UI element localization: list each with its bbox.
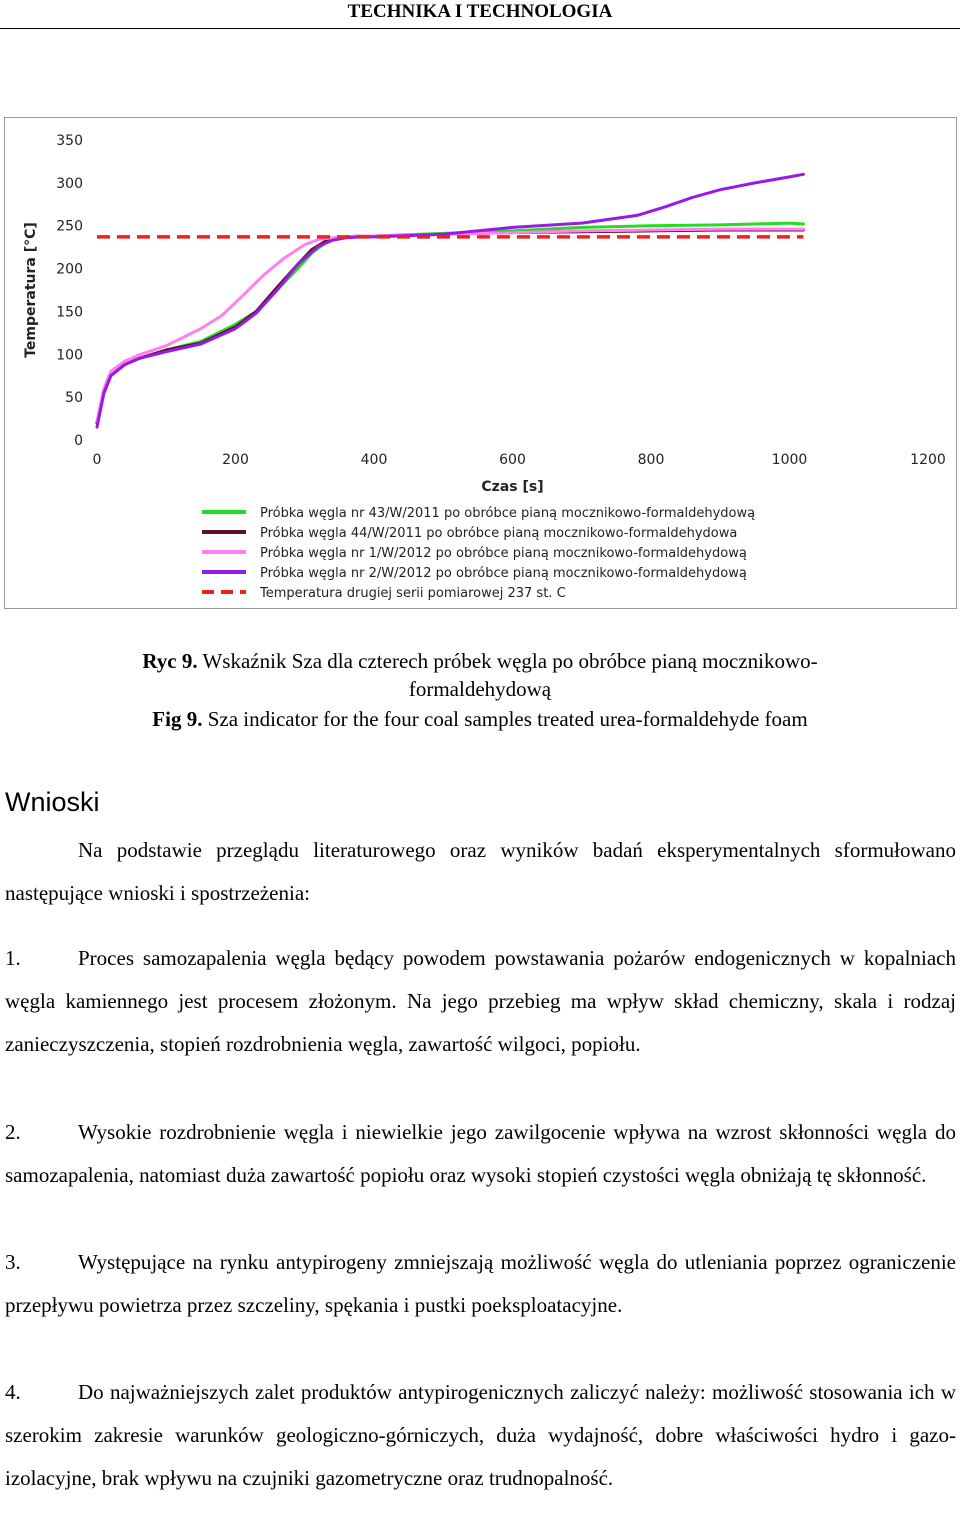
item-text: Proces samozapalenia węgla będący powodem powstawania pożarów endogenicznych w kopalniach węgla kamiennego jest procesem złożonym. Na jego przebieg ma wpływ skład chemiczny, skala i rodzaj zanieczyszczenia, stopień rozdrobnienia węgla, zawartość wilgoci, popiołu. (5, 946, 956, 1056)
series-line-3 (97, 229, 803, 421)
item-text: Do najważniejszych zalet produktów antypirogenicznych zaliczyć należy: możliwość stosowania ich w szerokim zakresie warunków geologiczno-górniczych, duża wydajność, dobre właściwości hydro i gazo-izolacyjne, brak wpływu na czujniki gazometryczne oraz trudnopalność. (5, 1380, 956, 1490)
figure-caption-pl-cont (0, 676, 960, 702)
page-header (0, 0, 960, 29)
item-number: 4. (5, 1380, 21, 1404)
conclusion-item-3 (5, 1241, 956, 1327)
x-tick-label: 800 (637, 452, 665, 468)
y-axis-label: Temperatura [°C] (23, 222, 39, 358)
x-tick-label: 0 (92, 452, 102, 468)
item-number: 3. (5, 1250, 21, 1274)
y-tick-label: 50 (65, 390, 83, 407)
figure-frame (4, 117, 957, 609)
y-tick-label: 100 (56, 347, 83, 364)
caption-en-label: Fig 9. (152, 707, 203, 731)
y-tick-label: 0 (74, 433, 83, 449)
conclusions-intro (5, 829, 956, 915)
legend-label: Próbka węgla 44/W/2011 po obróbce pianą mocznikowo-formaldehydowa (260, 526, 738, 541)
x-tick-label: 1000 (771, 452, 808, 468)
x-tick-label: 400 (360, 452, 388, 468)
item-number: 1. (5, 946, 21, 970)
caption-pl-label: Ryc 9. (142, 649, 198, 673)
x-tick-label: 200 (222, 452, 249, 468)
caption-en-text: Sza indicator for the four coal samples treated urea-formaldehyde foam (207, 707, 808, 731)
legend-label: Temperatura drugiej serii pomiarowej 237 st. C (260, 586, 566, 601)
x-axis-label: Czas [s] (481, 479, 544, 495)
series-line-1 (97, 223, 803, 423)
y-tick-label: 200 (56, 261, 83, 278)
legend-label: Próbka węgla nr 43/W/2011 po obróbce pianą mocznikowo-formaldehydową (260, 506, 756, 521)
x-tick-label: 600 (499, 452, 526, 468)
temperature-chart (5, 118, 956, 608)
conclusion-item-1 (5, 937, 956, 1066)
intro-text: Na podstawie przeglądu literaturowego oraz wyników badań eksperymentalnych sformułowano następujące wnioski i spostrzeżenia: (5, 838, 956, 905)
legend-label: Próbka węgla nr 2/W/2012 po obróbce pianą mocznikowo-formaldehydową (260, 566, 747, 581)
figure-caption-en (0, 706, 960, 732)
y-tick-label: 350 (56, 133, 83, 149)
figure-caption-pl (0, 648, 960, 674)
conclusion-item-2 (5, 1111, 956, 1197)
x-tick-label: 1200 (910, 452, 946, 468)
item-text: Występujące na rynku antypirogeny zmniejszają możliwość węgla do utleniania poprzez ograniczenie przepływu powietrza przez szczeliny, spękania i pustki poeksploatacyjne. (5, 1250, 956, 1317)
y-tick-label: 300 (56, 175, 83, 192)
caption-pl-text: Wskaźnik Sza dla czterech próbek węgla po obróbce pianą mocznikowo- (202, 649, 818, 673)
section-title: Wnioski (5, 787, 100, 817)
y-tick-label: 150 (56, 304, 83, 321)
caption-pl-text-2: formaldehydową (408, 677, 552, 701)
series-line-4 (97, 174, 803, 427)
header-title: TECHNIKA I TECHNOLOGIA (347, 1, 613, 22)
item-number: 2. (5, 1120, 21, 1144)
legend-label: Próbka węgla nr 1/W/2012 po obróbce pianą mocznikowo-formaldehydową (260, 546, 747, 561)
item-text: Wysokie rozdrobnienie węgla i niewielkie jego zawilgocenie wpływa na wzrost skłonności węgla do samozapalenia, natomiast duża zawartość popiołu oraz wysoki stopień czystości węgla obniżają tę skłonność. (5, 1120, 956, 1187)
y-tick-label: 250 (56, 218, 83, 235)
conclusion-item-4 (5, 1371, 956, 1500)
